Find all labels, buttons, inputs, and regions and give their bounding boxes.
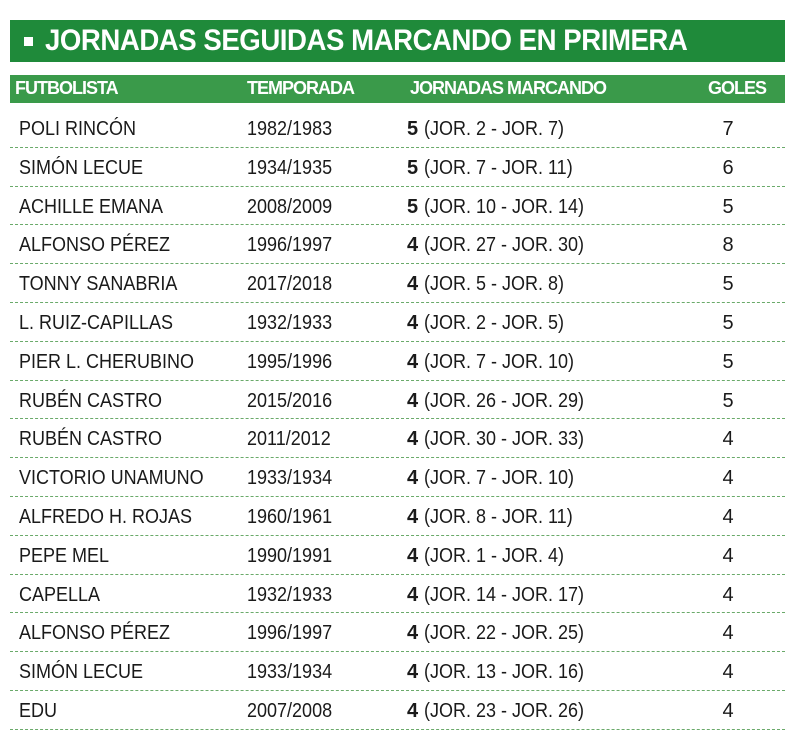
- cell-matchday-range: (JOR. 14 - JOR. 17): [424, 583, 585, 606]
- cell-matchday-count: 4: [407, 583, 419, 606]
- cell-season: 1933/1934: [247, 467, 333, 490]
- cell-matchday-count: 4: [407, 389, 419, 412]
- table-row: [10, 536, 785, 575]
- cell-player: RUBÉN CASTRO: [19, 428, 163, 451]
- cell-season: 1933/1934: [247, 661, 333, 684]
- page-title: JORNADAS SEGUIDAS MARCANDO EN PRIMERA: [45, 24, 688, 57]
- table-row: [10, 575, 785, 614]
- cell-season: 1996/1997: [247, 234, 333, 257]
- cell-player: ALFONSO PÉREZ: [19, 622, 171, 645]
- table-row: [10, 109, 785, 148]
- header-matchdays: JORNADAS MARCANDO: [410, 78, 607, 98]
- bullet-square-icon: [24, 37, 33, 46]
- cell-goals: 4: [722, 622, 734, 645]
- cell-goals: 4: [722, 583, 734, 606]
- cell-matchday-count: 4: [407, 467, 419, 490]
- cell-matchday-count: 4: [407, 699, 419, 722]
- cell-player: L. RUIZ-CAPILLAS: [19, 311, 174, 334]
- cell-season: 1982/1983: [247, 118, 333, 140]
- cell-matchday-range: (JOR. 7 - JOR. 11): [424, 156, 573, 179]
- cell-matchday-range: (JOR. 1 - JOR. 4): [424, 544, 565, 567]
- cell-matchday-range: (JOR. 8 - JOR. 11): [424, 505, 573, 528]
- cell-matchday-range: (JOR. 2 - JOR. 7): [424, 118, 565, 140]
- table-row: [10, 148, 785, 187]
- cell-player: ALFONSO PÉREZ: [19, 234, 171, 257]
- cell-matchday-count: 4: [407, 505, 419, 528]
- cell-goals: 4: [722, 467, 734, 490]
- cell-season: 1932/1933: [247, 583, 333, 606]
- cell-player: ACHILLE EMANA: [19, 195, 164, 218]
- cell-player: CAPELLA: [19, 583, 101, 606]
- cell-player: TONNY SANABRIA: [19, 273, 178, 296]
- table-body: [10, 109, 785, 730]
- cell-season: 1934/1935: [247, 156, 333, 179]
- cell-matchday-count: 4: [407, 622, 419, 645]
- cell-matchday-range: (JOR. 30 - JOR. 33): [424, 428, 585, 451]
- cell-matchday-count: 5: [407, 118, 419, 140]
- cell-season: 1932/1933: [247, 311, 333, 334]
- cell-goals: 6: [722, 156, 734, 179]
- cell-matchday-count: 4: [407, 311, 419, 334]
- table-row: [10, 458, 785, 497]
- cell-goals: 8: [722, 234, 734, 257]
- table-row: [10, 225, 785, 264]
- cell-season: 2008/2009: [247, 195, 333, 218]
- cell-season: 1990/1991: [247, 544, 333, 567]
- header-player: FUTBOLISTA: [15, 78, 118, 98]
- cell-matchday-range: (JOR. 7 - JOR. 10): [424, 467, 575, 490]
- cell-player: SIMÓN LECUE: [19, 661, 144, 684]
- cell-matchday-range: (JOR. 13 - JOR. 16): [424, 661, 585, 684]
- table-row: [10, 187, 785, 226]
- cell-goals: 5: [722, 273, 734, 296]
- cell-goals: 7: [722, 118, 734, 140]
- cell-player: PEPE MEL: [19, 544, 110, 567]
- cell-season: 2007/2008: [247, 699, 333, 722]
- table-row: [10, 342, 785, 381]
- table-row: [10, 613, 785, 652]
- table-row: [10, 419, 785, 458]
- cell-season: 1996/1997: [247, 622, 333, 645]
- cell-player: PIER L. CHERUBINO: [19, 350, 195, 373]
- cell-matchday-range: (JOR. 22 - JOR. 25): [424, 622, 585, 645]
- cell-player: EDU: [19, 699, 58, 722]
- table-row: [10, 652, 785, 691]
- table-row: [10, 381, 785, 420]
- table-row: [10, 264, 785, 303]
- cell-goals: 5: [722, 195, 734, 218]
- cell-season: 2011/2012: [247, 428, 331, 451]
- cell-goals: 5: [722, 311, 734, 334]
- cell-goals: 4: [722, 661, 734, 684]
- cell-goals: 4: [722, 505, 734, 528]
- cell-player: SIMÓN LECUE: [19, 156, 144, 179]
- cell-matchday-range: (JOR. 10 - JOR. 14): [424, 195, 585, 218]
- cell-season: 2017/2018: [247, 273, 333, 296]
- cell-matchday-range: (JOR. 5 - JOR. 8): [424, 273, 565, 296]
- cell-matchday-range: (JOR. 2 - JOR. 5): [424, 311, 565, 334]
- cell-player: RUBÉN CASTRO: [19, 389, 163, 412]
- cell-player: VICTORIO UNAMUNO: [19, 467, 204, 490]
- table-row: [10, 691, 785, 730]
- cell-season: 1995/1996: [247, 350, 333, 373]
- table-header: [10, 75, 785, 103]
- cell-matchday-count: 4: [407, 234, 419, 257]
- cell-matchday-count: 4: [407, 544, 419, 567]
- cell-matchday-count: 4: [407, 661, 419, 684]
- header-season: TEMPORADA: [247, 78, 354, 98]
- cell-matchday-count: 5: [407, 156, 419, 179]
- cell-matchday-count: 4: [407, 428, 419, 451]
- cell-goals: 4: [722, 699, 734, 722]
- cell-goals: 5: [722, 350, 734, 373]
- cell-matchday-range: (JOR. 26 - JOR. 29): [424, 389, 585, 412]
- cell-matchday-count: 5: [407, 195, 419, 218]
- cell-matchday-count: 4: [407, 350, 419, 373]
- cell-goals: 5: [722, 389, 734, 412]
- table-row: [10, 303, 785, 342]
- cell-season: 2015/2016: [247, 389, 333, 412]
- cell-matchday-range: (JOR. 23 - JOR. 26): [424, 699, 585, 722]
- cell-season: 1960/1961: [247, 505, 333, 528]
- cell-matchday-count: 4: [407, 273, 419, 296]
- cell-goals: 4: [722, 428, 734, 451]
- cell-matchday-range: (JOR. 27 - JOR. 30): [424, 234, 585, 257]
- cell-matchday-range: (JOR. 7 - JOR. 10): [424, 350, 575, 373]
- title-bar: [10, 20, 785, 62]
- cell-goals: 4: [722, 544, 734, 567]
- header-goals: GOLES: [708, 78, 767, 98]
- cell-player: ALFREDO H. ROJAS: [19, 505, 193, 528]
- table-row: [10, 497, 785, 536]
- cell-player: POLI RINCÓN: [19, 118, 137, 140]
